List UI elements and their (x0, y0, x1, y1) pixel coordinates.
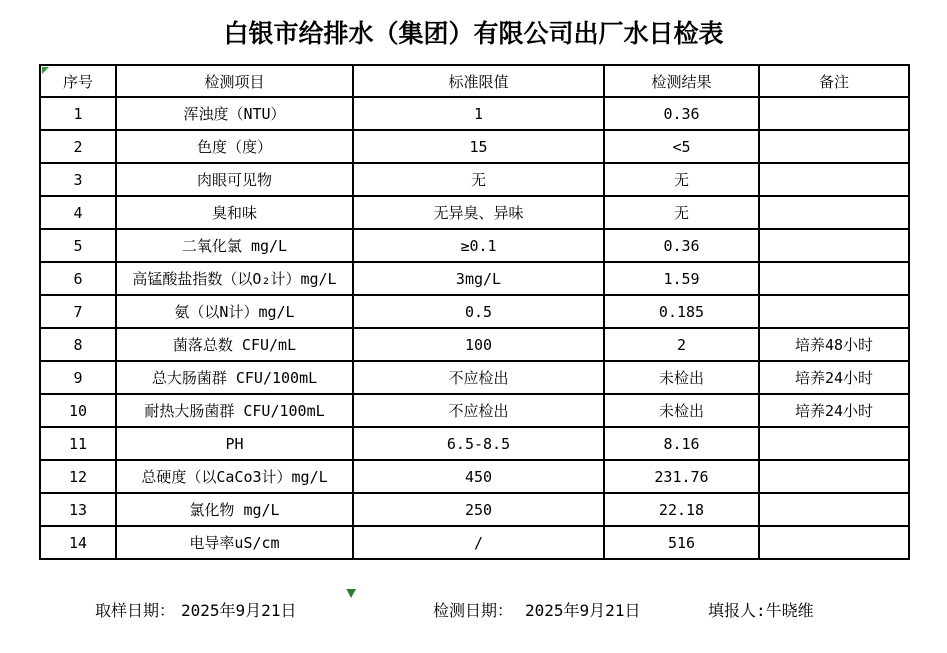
column-header-standard: 标准限值 (353, 65, 604, 97)
cell-remark (759, 460, 909, 493)
cell-result: 无 (604, 196, 759, 229)
cell-seq: 3 (40, 163, 116, 196)
cell-item: 浑浊度（NTU） (116, 97, 353, 130)
cell-item: 耐热大肠菌群 CFU/100mL (116, 394, 353, 427)
table-row (40, 163, 909, 196)
cell-seq: 14 (40, 526, 116, 559)
cell-standard: 无异臭、异味 (353, 196, 604, 229)
cell-remark (759, 130, 909, 163)
column-header-result: 检测结果 (604, 65, 759, 97)
cell-item: 菌落总数 CFU/mL (116, 328, 353, 361)
cell-seq: 4 (40, 196, 116, 229)
table-row (40, 229, 909, 262)
testing-date-value: 2025年9月21日 (525, 601, 641, 620)
table-row (40, 394, 909, 427)
cell-item: 氨（以N计）mg/L (116, 295, 353, 328)
cell-standard: 100 (353, 328, 604, 361)
page-title: 白银市给排水（集团）有限公司出厂水日检表 (223, 19, 724, 48)
cell-seq: 13 (40, 493, 116, 526)
cell-seq: 10 (40, 394, 116, 427)
cell-remark (759, 526, 909, 559)
table-row (40, 493, 909, 526)
table-row (40, 295, 909, 328)
table-row (40, 460, 909, 493)
cell-item: 氯化物 mg/L (116, 493, 353, 526)
cell-seq: 2 (40, 130, 116, 163)
cell-remark (759, 196, 909, 229)
cell-seq: 5 (40, 229, 116, 262)
cell-standard: 3mg/L (353, 262, 604, 295)
cell-remark (759, 262, 909, 295)
table-row (40, 427, 909, 460)
table-row (40, 526, 909, 559)
table-row (40, 97, 909, 130)
cell-result: 0.36 (604, 97, 759, 130)
cell-remark: 培养24小时 (759, 361, 909, 394)
cell-remark (759, 493, 909, 526)
reporter (708, 598, 814, 621)
testing-date-label: 检测日期： (433, 601, 514, 620)
cell-seq: 12 (40, 460, 116, 493)
cell-item: 高锰酸盐指数（以O₂计）mg/L (116, 262, 353, 295)
cell-seq: 6 (40, 262, 116, 295)
cell-item: 总大肠菌群 CFU/100mL (116, 361, 353, 394)
sampling-date-label: 取样日期： (95, 601, 176, 620)
cell-item: 臭和味 (116, 196, 353, 229)
cell-standard: 250 (353, 493, 604, 526)
cell-item: 二氧化氯 mg/L (116, 229, 353, 262)
cell-result: 1.59 (604, 262, 759, 295)
cell-seq: 11 (40, 427, 116, 460)
cell-standard: 不应检出 (353, 394, 604, 427)
table-row (40, 130, 909, 163)
column-header-seq (40, 65, 116, 97)
cell-result: 22.18 (604, 493, 759, 526)
cell-remark: 培养48小时 (759, 328, 909, 361)
column-header-seq-label: 序号 (62, 72, 93, 91)
cell-result: 231.76 (604, 460, 759, 493)
cell-standard: 6.5-8.5 (353, 427, 604, 460)
cell-standard: / (353, 526, 604, 559)
cell-item: 色度（度） (116, 130, 353, 163)
cell-standard: 15 (353, 130, 604, 163)
table-row (40, 262, 909, 295)
cell-result: 2 (604, 328, 759, 361)
cell-result: 无 (604, 163, 759, 196)
cell-result: 8.16 (604, 427, 759, 460)
cell-standard: 450 (353, 460, 604, 493)
table-row (40, 196, 909, 229)
cell-result: 0.36 (604, 229, 759, 262)
cell-seq: 7 (40, 295, 116, 328)
cell-result: 0.185 (604, 295, 759, 328)
cell-result: <5 (604, 130, 759, 163)
cell-seq: 1 (40, 97, 116, 130)
column-header-remark: 备注 (759, 65, 909, 97)
cell-remark (759, 427, 909, 460)
testing-date (433, 598, 640, 621)
cell-standard: 1 (353, 97, 604, 130)
sampling-date-value: 2025年9月21日 (181, 601, 297, 620)
cell-remark (759, 295, 909, 328)
footer (0, 598, 947, 618)
column-header-item: 检测项目 (116, 65, 353, 97)
table-row (40, 328, 909, 361)
cell-item: 电导率uS/cm (116, 526, 353, 559)
excel-green-triangle-icon (345, 589, 356, 598)
cell-result: 516 (604, 526, 759, 559)
cell-result: 未检出 (604, 361, 759, 394)
cell-standard: 不应检出 (353, 361, 604, 394)
cell-seq: 8 (40, 328, 116, 361)
cell-result: 未检出 (604, 394, 759, 427)
sampling-date (95, 598, 296, 621)
cell-seq: 9 (40, 361, 116, 394)
table-row (40, 361, 909, 394)
cell-standard: 0.5 (353, 295, 604, 328)
reporter-value: 牛晓维 (765, 601, 814, 620)
excel-corner-marker-icon (42, 67, 49, 74)
cell-item: 肉眼可见物 (116, 163, 353, 196)
cell-standard: ≥0.1 (353, 229, 604, 262)
cell-standard: 无 (353, 163, 604, 196)
cell-remark (759, 97, 909, 130)
header-row (40, 65, 909, 97)
cell-item: 总硬度（以CaCo3计）mg/L (116, 460, 353, 493)
reporter-label: 填报人: (708, 601, 766, 620)
cell-remark: 培养24小时 (759, 394, 909, 427)
inspection-table (39, 64, 910, 560)
cell-remark (759, 163, 909, 196)
cell-item: PH (116, 427, 353, 460)
cell-remark (759, 229, 909, 262)
